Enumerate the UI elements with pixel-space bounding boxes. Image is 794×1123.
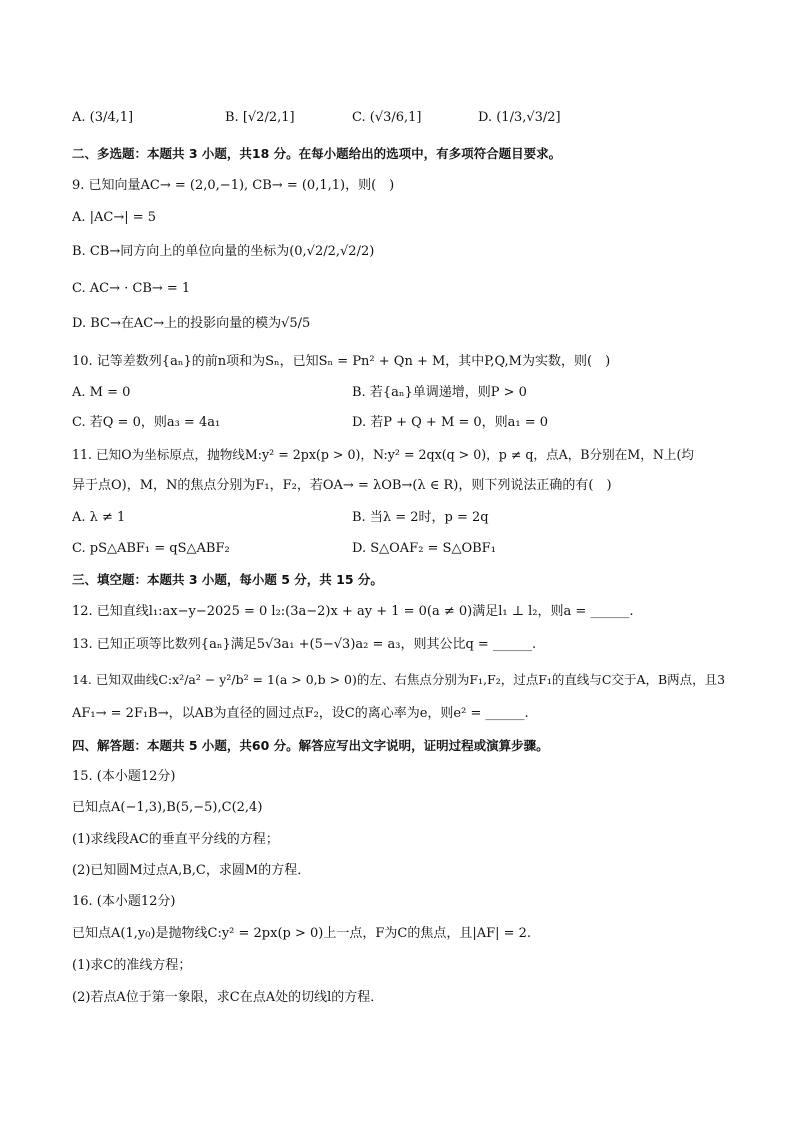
question-title: 15. (本小题12分): [72, 769, 176, 784]
question-stem-line-1: 14. 已知双曲线C:x²/a² − y²/b² = 1(a > 0,b > 0)的左、右焦点分别为F₁,F₂，过点F₁的直线与C交于A，B两点，且3: [72, 672, 726, 687]
option-b: B. 若{aₙ}单调递增，则P > 0: [352, 385, 527, 400]
question-given: 已知点A(−1,3),B(5,−5),C(2,4): [72, 800, 263, 815]
option-b: B. CB→同方向上的单位向量的坐标为(0,√2/2,√2/2): [72, 244, 375, 259]
choice-b: B. [√2/2,1]: [225, 110, 295, 125]
option-d: D. S△OAF₂ = S△OBF₁: [352, 541, 496, 556]
option-a: A. |AC→| = 5: [72, 210, 157, 225]
option-d: D. 若P + Q + M = 0，则a₁ = 0: [352, 415, 549, 430]
question-stem-line-2: 异于点O)，M，N的焦点分别为F₁，F₂，若OA→ = λOB→(λ ∈ R)，则下列说法正确的有( ): [72, 478, 612, 493]
option-d: D. BC→在AC→上的投影向量的模为√5/5: [72, 316, 311, 331]
section-heading-multi-choice: 二、多选题：本题共 3 小题，共18 分。在每小题给出的选项中，有多项符合题目要求。: [72, 146, 562, 161]
question-stem: 9. 已知向量AC→ = (2,0,−1), CB→ = (0,1,1)，则( ): [72, 178, 395, 193]
question-stem: 10. 记等差数列{aₙ}的前n项和为Sₙ，已知Sₙ = Pn² + Qn + M，其中P,Q,M为实数，则( ): [72, 354, 611, 369]
question-given: 已知点A(1,y₀)是抛物线C:y² = 2px(p > 0)上一点，F为C的焦点，且|AF| = 2.: [72, 926, 532, 941]
question-13: 13. 已知正项等比数列{aₙ}满足5√3a₁ +(5−√3)a₂ = a₃，则其公比q = ______.: [72, 637, 537, 652]
part-2: (2)已知圆M过点A,B,C，求圆M的方程．: [72, 863, 311, 878]
option-a: A. M = 0: [72, 385, 131, 400]
question-title: 16. (本小题12分): [72, 894, 176, 909]
question-stem-line-1: 11. 已知O为坐标原点，抛物线M:y² = 2px(p > 0)，N:y² = 2qx(q > 0)，p ≠ q，点A，B分别在M，N上(均: [72, 447, 694, 462]
option-c: C. AC→ · CB→ = 1: [72, 281, 191, 296]
option-c: C. 若Q = 0，则a₃ = 4a₁: [72, 415, 221, 430]
section-heading-problems: 四、解答题：本题共 5 小题，共60 分。解答应写出文字说明，证明过程或演算步骤。: [72, 738, 549, 753]
part-2: (2)若点A位于第一象限，求C在点A处的切线l的方程．: [72, 990, 384, 1005]
part-1: (1)求线段AC的垂直平分线的方程；: [72, 832, 279, 847]
choice-a: A. (3/4,1]: [72, 110, 134, 125]
question-stem-line-2: AF₁→ = 2F₁B→，以AB为直径的圆过点F₂，设C的离心率为e，则e² = ______.: [72, 706, 529, 721]
section-heading-fill-in: 三、填空题：本题共 3 小题，每小题 5 分，共 15 分。: [72, 572, 383, 587]
choice-c: C. (√3/6,1]: [352, 110, 422, 125]
part-1: (1)求C的准线方程；: [72, 958, 192, 973]
choice-d: D. (1/3,√3/2]: [478, 110, 561, 125]
option-c: C. pS△ABF₁ = qS△ABF₂: [72, 541, 230, 556]
option-a: A. λ ≠ 1: [72, 510, 126, 525]
question-12: 12. 已知直线l₁:ax−y−2025 = 0 l₂:(3a−2)x + ay + 1 = 0(a ≠ 0)满足l₁ ⊥ l₂，则a = ______.: [72, 604, 634, 619]
option-b: B. 当λ = 2时，p = 2q: [352, 510, 489, 525]
